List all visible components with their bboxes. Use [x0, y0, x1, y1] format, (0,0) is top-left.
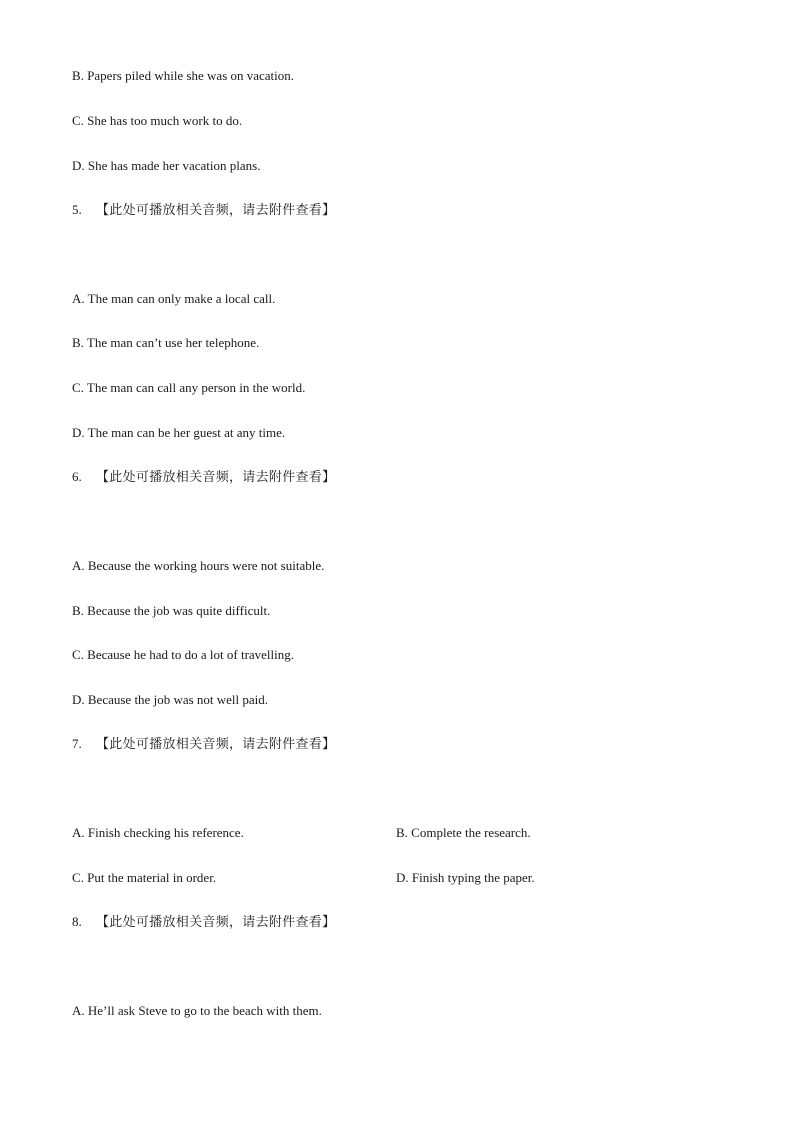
q5-option-b: B. The man can’t use her telephone.	[72, 335, 260, 350]
q6-option-b: B. Because the job was quite difficult.	[72, 603, 271, 618]
audio-placeholder[interactable]: 【此处可播放相关音频，请去附件查看】	[96, 470, 336, 485]
audio-placeholder[interactable]: 【此处可播放相关音频，请去附件查看】	[96, 203, 336, 218]
question-5-header	[72, 202, 335, 219]
question-6-header	[72, 469, 335, 486]
question-number: 6.	[72, 469, 82, 484]
q4-option-d: D. She has made her vacation plans.	[72, 158, 261, 173]
q4-option-b: B. Papers piled while she was on vacation.	[72, 68, 295, 83]
q7-option-c: C. Put the material in order.	[72, 870, 217, 885]
audio-placeholder[interactable]: 【此处可播放相关音频，请去附件查看】	[96, 737, 336, 752]
q6-option-a: A. Because the working hours were not suitable.	[72, 558, 325, 573]
question-7-header	[72, 736, 335, 753]
question-number: 8.	[72, 914, 82, 929]
question-number: 7.	[72, 736, 82, 751]
q7-option-d: D. Finish typing the paper.	[396, 870, 535, 885]
q5-option-d: D. The man can be her guest at any time.	[72, 425, 286, 440]
q7-option-a: A. Finish checking his reference.	[72, 825, 244, 840]
question-number: 5.	[72, 202, 82, 217]
question-8-header	[72, 914, 335, 931]
q4-option-c: C. She has too much work to do.	[72, 113, 243, 128]
q6-option-c: C. Because he had to do a lot of travelling.	[72, 647, 295, 662]
audio-placeholder[interactable]: 【此处可播放相关音频，请去附件查看】	[96, 915, 336, 930]
q7-option-b: B. Complete the research.	[396, 825, 531, 840]
q5-option-c: C. The man can call any person in the world.	[72, 380, 306, 395]
q5-option-a: A. The man can only make a local call.	[72, 291, 276, 306]
q8-option-a: A. He’ll ask Steve to go to the beach with them.	[72, 1003, 322, 1018]
q6-option-d: D. Because the job was not well paid.	[72, 692, 269, 707]
